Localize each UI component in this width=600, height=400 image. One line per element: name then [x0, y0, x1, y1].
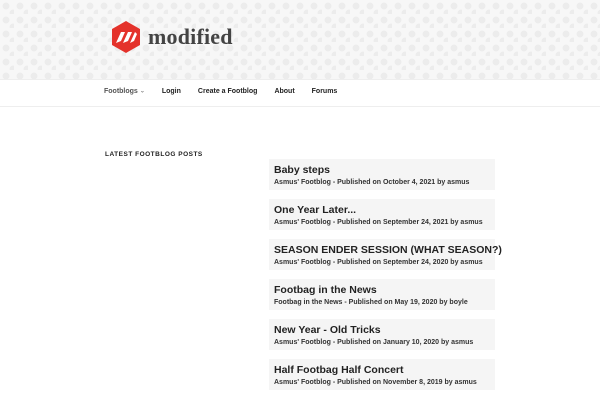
post-meta: Asmus' Footblog - Published on September 24, 2021 by asmus: [274, 219, 483, 226]
chevron-down-icon: ⌄: [139, 88, 145, 95]
post-meta: Asmus' Footblog - Published on November 8, 2019 by asmus: [274, 379, 477, 386]
site-title: modified: [148, 24, 233, 49]
post-meta: Footbag in the News - Published on May 19, 2020 by boyle: [274, 299, 468, 306]
post-item[interactable]: [269, 159, 495, 190]
post-title[interactable]: SEASON ENDER SESSION (WHAT SEASON?): [274, 244, 502, 256]
post-title[interactable]: Half Footbag Half Concert: [274, 364, 404, 376]
site-logo[interactable]: [110, 20, 233, 54]
posts-list: [269, 159, 502, 399]
latest-posts-heading: LATEST FOOTBLOG POSTS: [105, 151, 203, 158]
post-item[interactable]: [269, 319, 495, 350]
post-title[interactable]: One Year Later...: [274, 204, 357, 216]
post-title[interactable]: Baby steps: [274, 164, 331, 176]
nav-login[interactable]: Login: [161, 88, 181, 95]
nav-forums[interactable]: Forums: [311, 88, 338, 95]
post-item[interactable]: [269, 279, 495, 310]
post-item[interactable]: [269, 239, 502, 270]
modified-logo-icon: [110, 20, 142, 54]
nav-footblogs[interactable]: [104, 88, 145, 95]
post-meta: Asmus' Footblog - Published on January 10, 2020 by asmus: [274, 339, 474, 346]
nav-footblogs-label: Footblogs: [104, 88, 138, 95]
post-item[interactable]: [269, 359, 495, 390]
site-header: [0, 0, 600, 80]
post-title[interactable]: Footbag in the News: [274, 284, 377, 296]
post-title[interactable]: New Year - Old Tricks: [274, 324, 381, 336]
post-meta: Asmus' Footblog - Published on October 4, 2021 by asmus: [274, 179, 470, 186]
nav-create-footblog[interactable]: Create a Footblog: [197, 88, 258, 95]
post-meta: Asmus' Footblog - Published on September 24, 2020 by asmus: [274, 259, 483, 266]
main-navigation: [0, 80, 600, 107]
nav-about[interactable]: About: [274, 88, 295, 95]
post-item[interactable]: [269, 199, 495, 230]
